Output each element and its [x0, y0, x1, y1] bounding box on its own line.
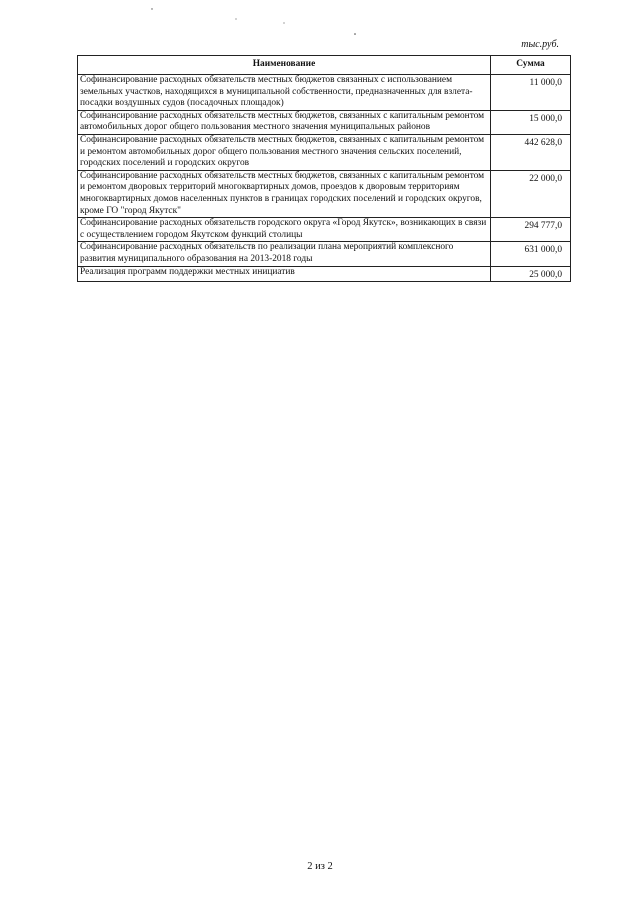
row-amount: 25 000,0 [491, 266, 571, 282]
row-amount: 294 777,0 [491, 218, 571, 242]
table-row [78, 110, 571, 134]
row-amount: 631 000,0 [491, 242, 571, 266]
row-name: Софинансирование расходных обязательств по реализации плана мероприятий комплексного развития муниципального образования на 2013-2018 годы [78, 242, 491, 266]
row-name: Софинансирование расходных обязательств местных бюджетов связанных с использованием земельных участков, находящихся в муниципальной собственности, предназначенных для взлета-посадки воздушных судов (посадочных площадок) [78, 75, 491, 111]
column-header-amount: Сумма [491, 56, 571, 75]
row-amount: 15 000,0 [491, 110, 571, 134]
row-name: Софинансирование расходных обязательств местных бюджетов, связанных с капитальным ремонтом автомобильных дорог общего пользования местного значения муниципальных районов [78, 110, 491, 134]
row-name: Софинансирование расходных обязательств городского округа «Город Якутск», возникающих в связи с осуществлением городом Якутском функций столицы [78, 218, 491, 242]
column-header-name: Наименование [78, 56, 491, 75]
table-row [78, 75, 571, 111]
page-number: 2 из 2 [307, 861, 333, 872]
row-amount: 442 628,0 [491, 134, 571, 170]
table-row [78, 242, 571, 266]
row-amount: 11 000,0 [491, 75, 571, 111]
budget-table [77, 55, 571, 282]
scan-specks [0, 0, 640, 60]
row-name: Софинансирование расходных обязательств местных бюджетов, связанных с капитальным ремонтом и ремонтом дворовых территорий многоквартирных домов, проездов к дворовым территориям многоквартирных домов населенных пунктов в границах городских поселений и городских округов, кроме ГО "город Якутск" [78, 170, 491, 217]
row-name: Софинансирование расходных обязательств местных бюджетов, связанных с капитальным ремонтом и ремонтом автомобильных дорог общего пользования местного значения сельских поселений, городских поселений и городских округов [78, 134, 491, 170]
table-header-row [78, 56, 571, 75]
table-row [78, 266, 571, 282]
table-row [78, 134, 571, 170]
unit-label: тыс.руб. [521, 39, 559, 50]
row-name: Реализация программ поддержки местных инициатив [78, 266, 491, 282]
table-row [78, 218, 571, 242]
table-row [78, 170, 571, 217]
row-amount: 22 000,0 [491, 170, 571, 217]
